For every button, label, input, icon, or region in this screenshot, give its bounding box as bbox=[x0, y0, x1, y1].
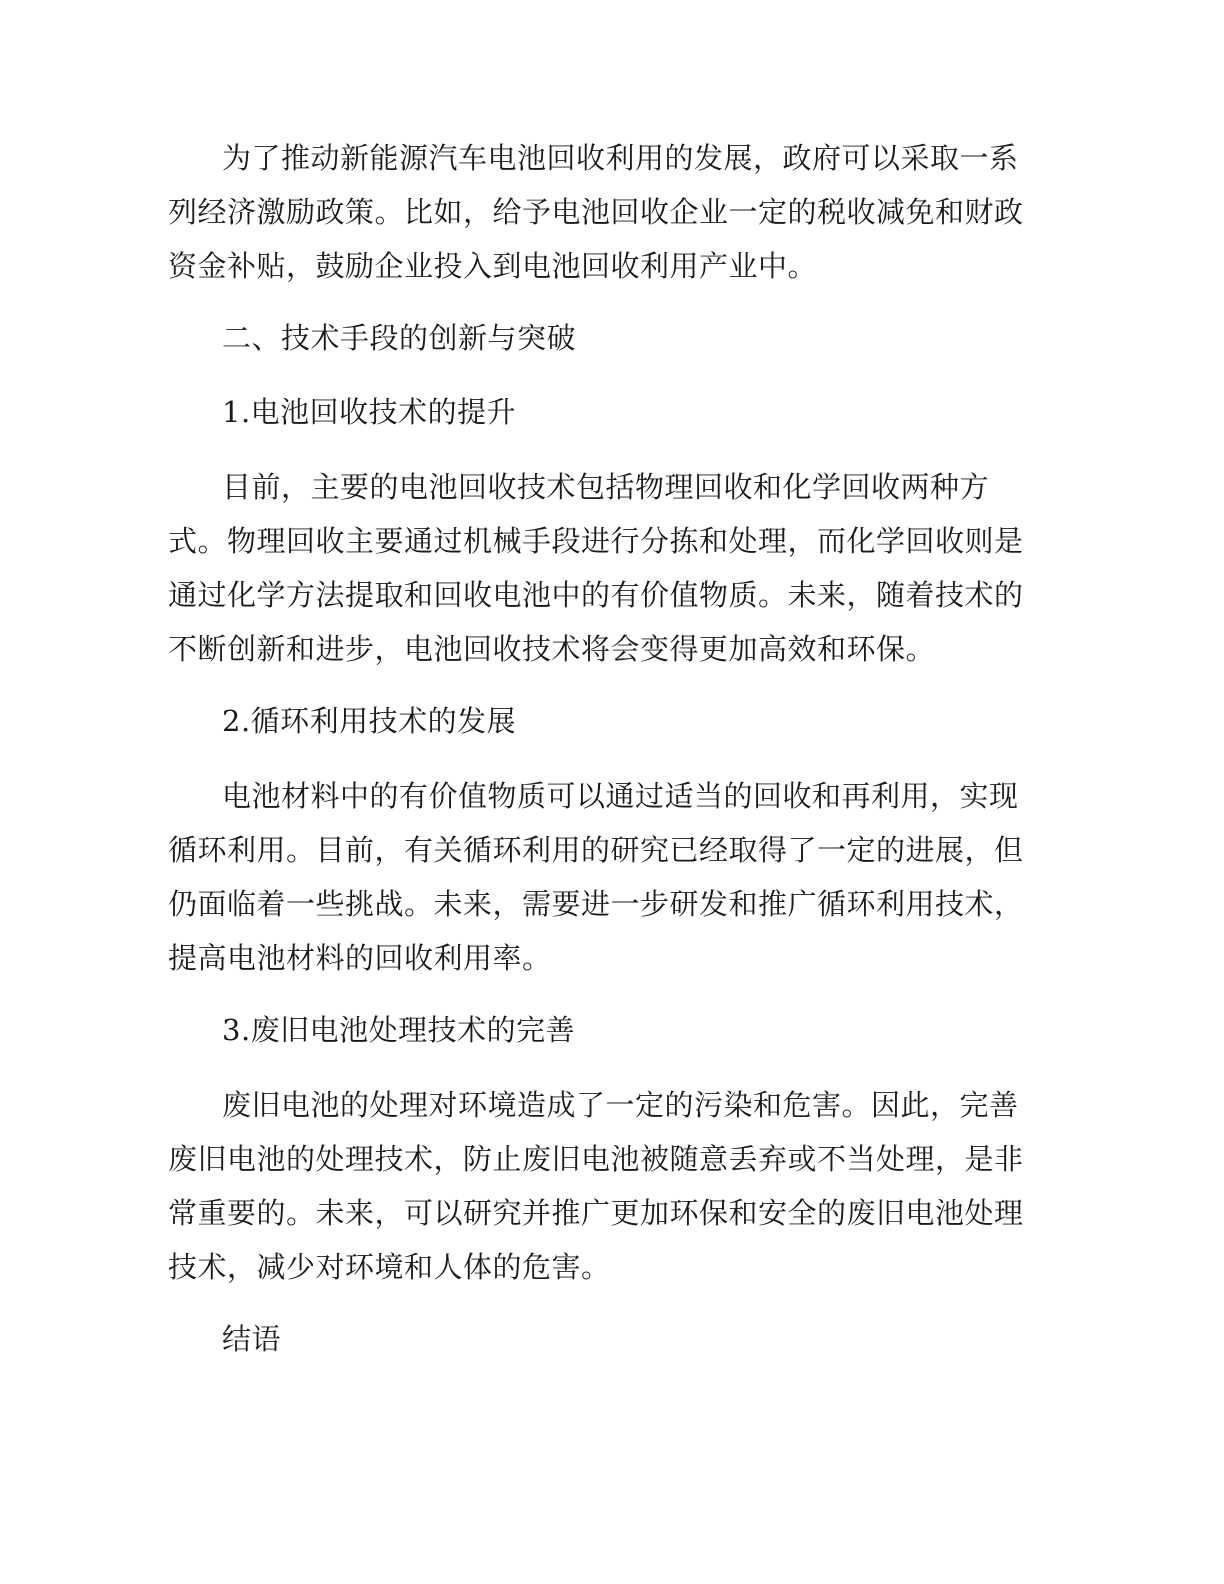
subheading-waste-battery-tech: 3.废旧电池处理技术的完善 bbox=[222, 1013, 576, 1047]
paragraph-recycling-tech: 目前，主要的电池回收技术包括物理回收和化学回收两种方式。物理回收主要通过机械手段进行分拣和处理，而化学回收则是通过化学方法提取和回收电池中的有价值物质。未来，随着技术的不断创新和进步，电池回收技术将会变得更加高效和环保。 bbox=[168, 470, 1024, 666]
heading-conclusion: 结语 bbox=[222, 1322, 282, 1356]
paragraph-policy-incentives: 为了推动新能源汽车电池回收利用的发展，政府可以采取一系列经济激励政策。比如，给予电池回收企业一定的税收减免和财政资金补贴，鼓励企业投入到电池回收利用产业中。 bbox=[168, 141, 1024, 283]
section-heading-technology: 二、技术手段的创新与突破 bbox=[222, 321, 577, 355]
paragraph-waste-battery-tech: 废旧电池的处理对环境造成了一定的污染和危害。因此，完善废旧电池的处理技术，防止废旧电池被随意丢弃或不当处理，是非常重要的。未来，可以研究并推广更加环保和安全的废旧电池处理技术，减少对环境和人体的危害。 bbox=[168, 1088, 1024, 1284]
subheading-recycling-tech: 1.电池回收技术的提升 bbox=[222, 395, 517, 429]
paragraph-circular-tech: 电池材料中的有价值物质可以通过适当的回收和再利用，实现循环利用。目前，有关循环利用的研究已经取得了一定的进展，但仍面临着一些挑战。未来，需要进一步研发和推广循环利用技术，提高电池材料的回收利用率。 bbox=[168, 779, 1024, 975]
subheading-circular-tech: 2.循环利用技术的发展 bbox=[222, 704, 517, 738]
